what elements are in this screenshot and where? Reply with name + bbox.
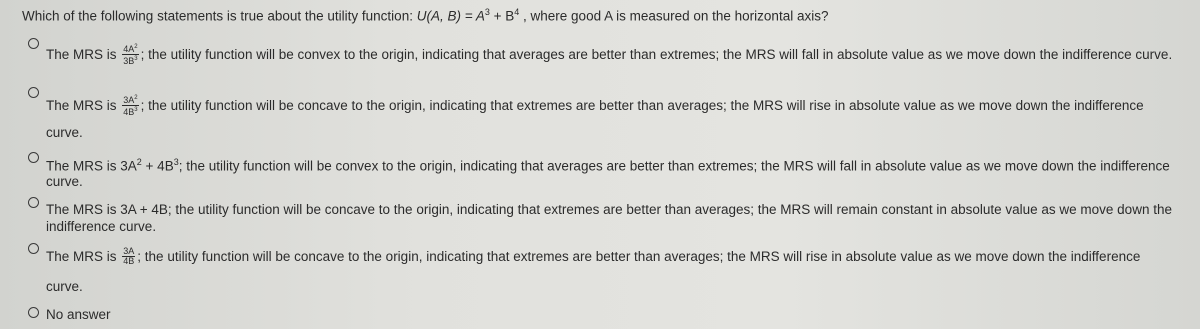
option-5-radio[interactable]: [28, 243, 39, 254]
option-6-text: No answer: [46, 307, 111, 322]
option-4-text: The MRS is 3A + 4B; the utility function will be concave to the origin, indicating that extremes are better than averages; the MRS will remain constant in absolute value as we move down the: [46, 202, 1172, 217]
option-3-text-cont: curve.: [46, 174, 83, 189]
option-2-text-cont: curve.: [46, 125, 83, 140]
option-2-fraction: $\frac{3A^2}{4B^3}$: [123, 95, 138, 117]
option-5-text-cont: curve.: [46, 279, 83, 294]
option-3-radio[interactable]: [28, 152, 39, 163]
option-6-radio[interactable]: [28, 307, 39, 318]
option-3-text: The MRS is $3A^2 + 4B^3$; the utility function will be convex to the origin, indicating that averages are better than extremes; the MRS will fall in absolute value as we move down the indifference: [46, 157, 1170, 174]
option-1-radio[interactable]: [28, 38, 39, 49]
option-2-radio[interactable]: [28, 87, 39, 98]
option-2-text: The MRS is $\frac{3A^2}{4B^3}$ ; the utility function will be concave to the origin, indicating that extremes are better than averages; the MRS will rise in absolute value as we move down the indifference: [46, 95, 1144, 117]
option-1-text: The MRS is $\frac{4A^2}{3B^3}$ ; the utility function will be convex to the origin, indicating that averages are better than extremes; the MRS will fall in absolute value as we move down the indifference curve.: [46, 44, 1173, 66]
option-4-radio[interactable]: [28, 197, 39, 208]
option-5-text: The MRS is $\frac{3A}{4B}$ ; the utility function will be concave to the origin, indicating that extremes are better than averages; the MRS will rise in absolute value as we move down the indifference: [46, 246, 1141, 266]
question-text: Which of the following statements is true about the utility function: U(A, $B) = A^3 + B^4$ , where good A is measured on the horizontal axis?: [22, 7, 829, 24]
option-1-fraction: $\frac{4A^2}{3B^3}$: [123, 44, 138, 66]
option-5-fraction: $\frac{3A}{4B}$: [123, 246, 135, 266]
option-4-text-cont: indifference curve.: [46, 219, 157, 234]
